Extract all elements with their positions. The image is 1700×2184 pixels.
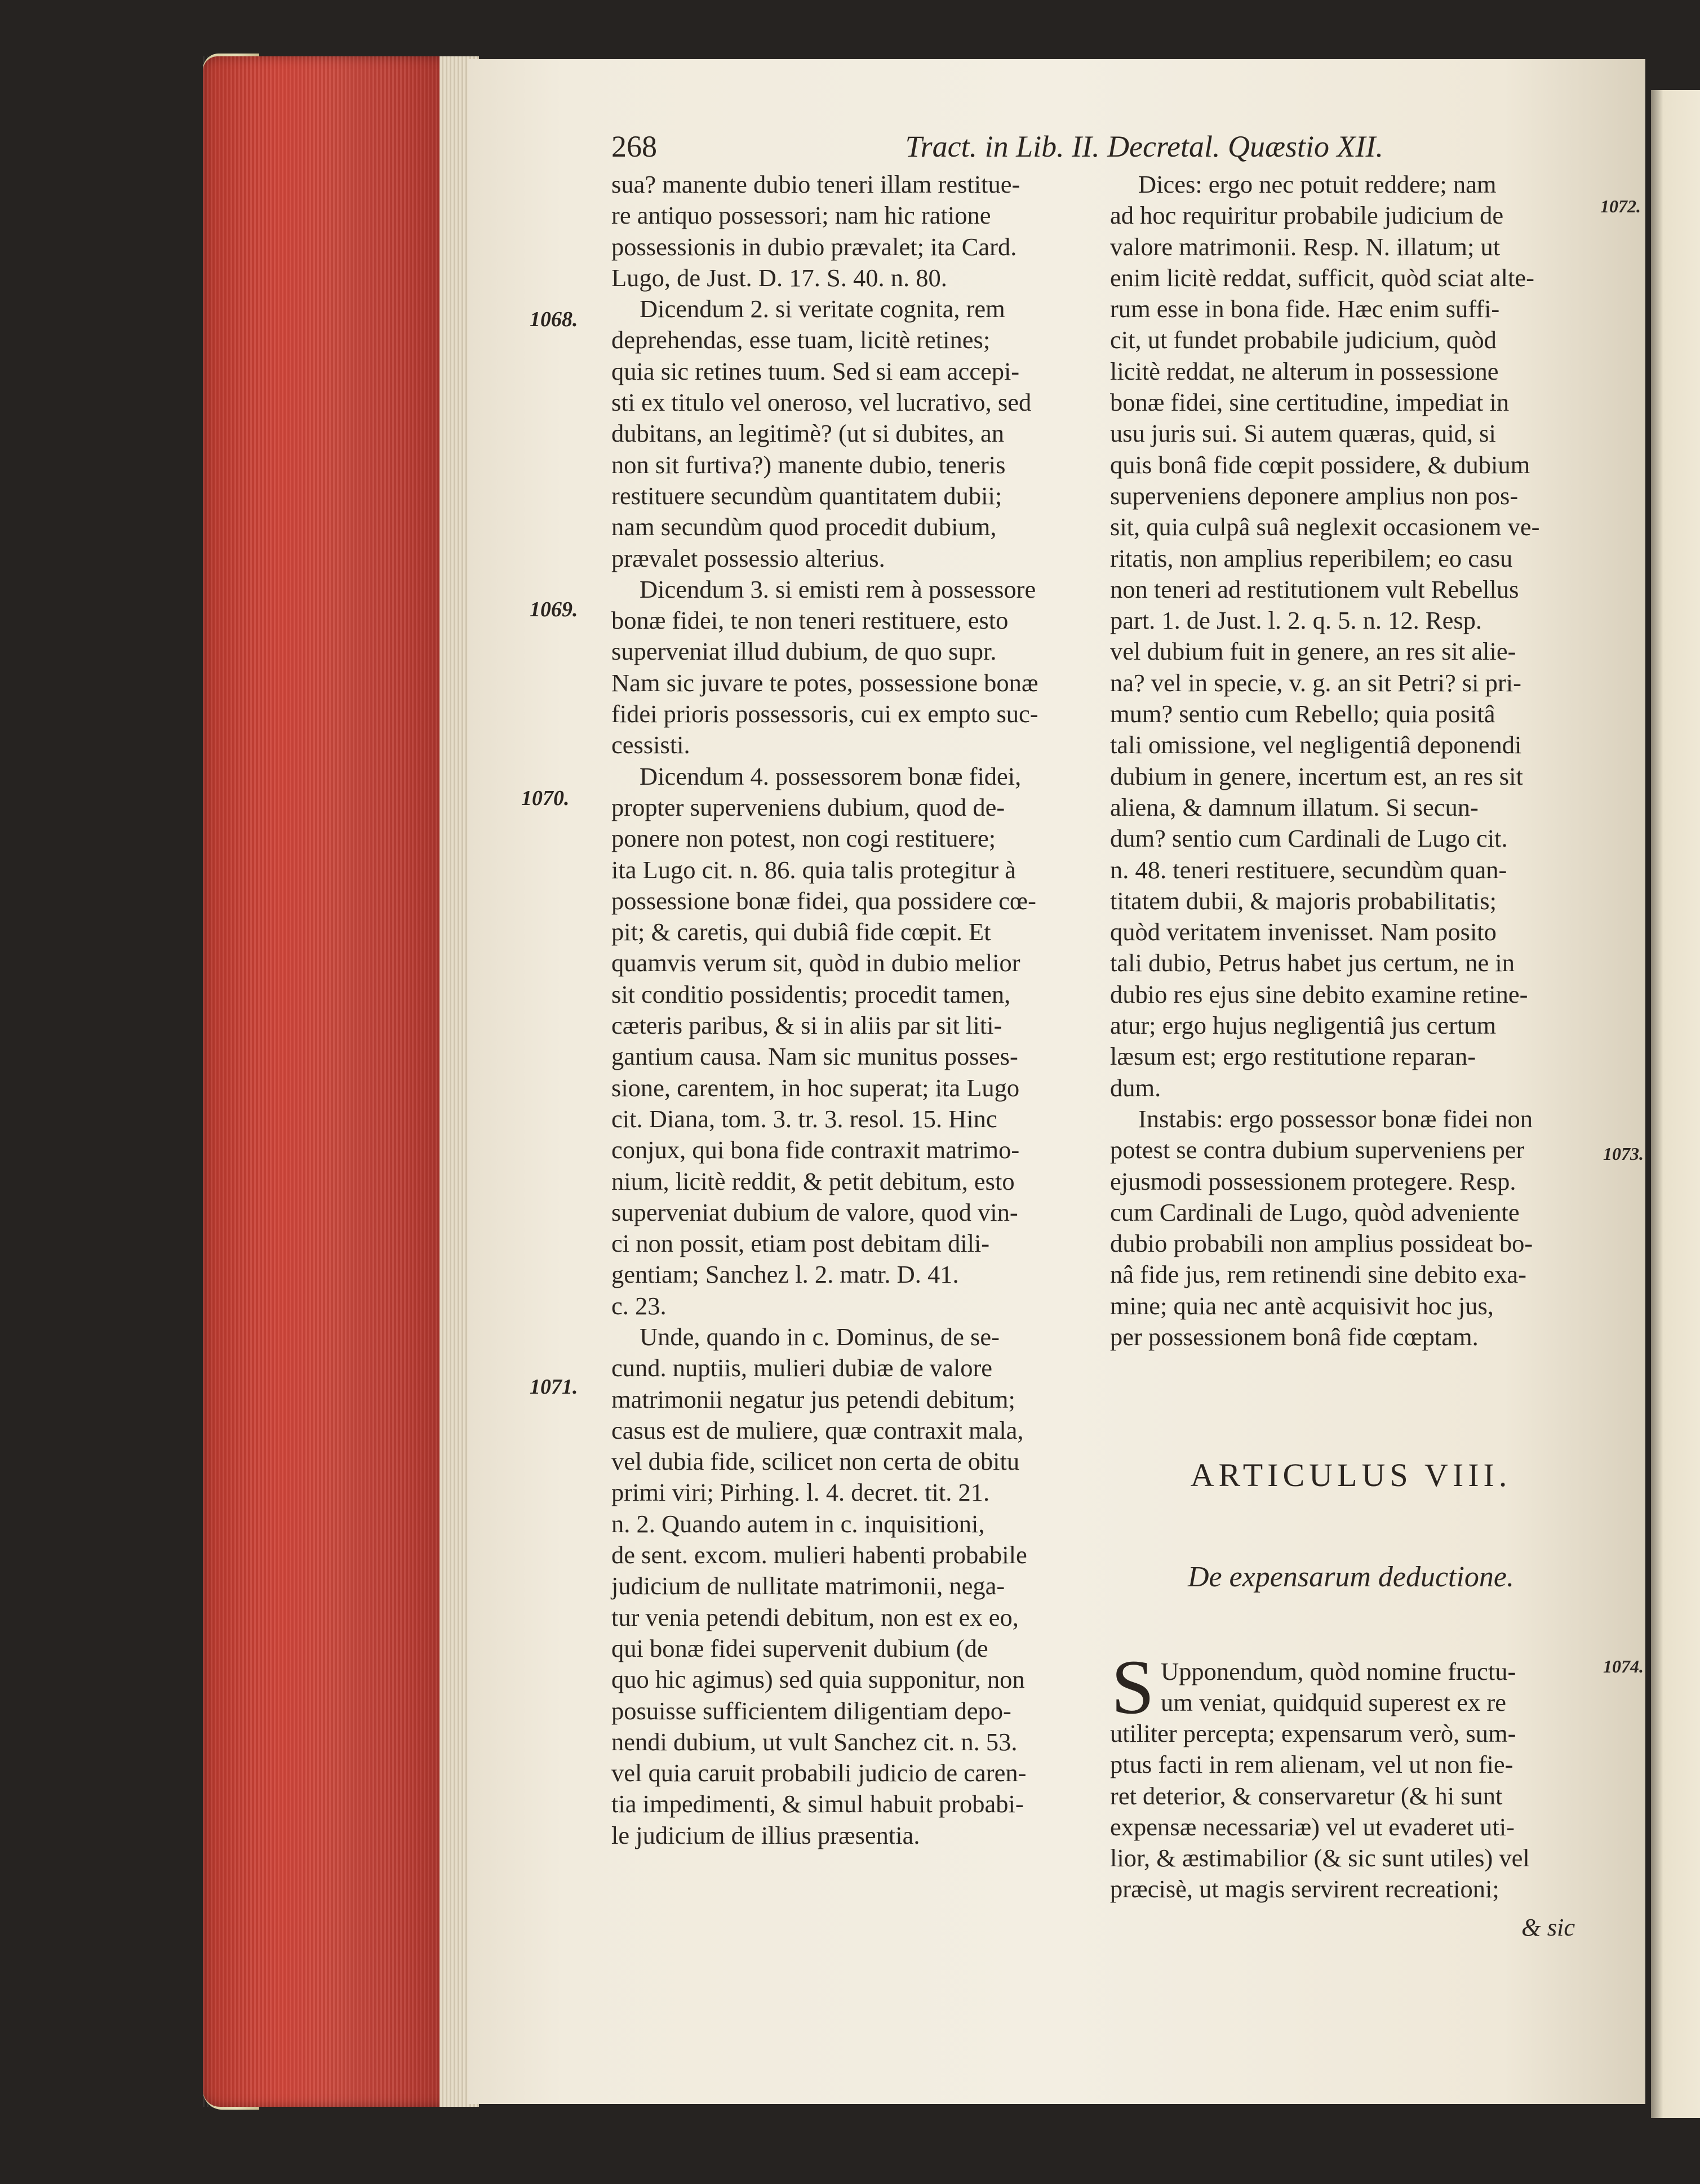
text-line: dubium in genere, incertum est, an res sit bbox=[1110, 762, 1523, 790]
text-line: Dicendum 2. si veritate cognita, rem bbox=[640, 295, 1005, 323]
text-line: conjux, qui bona fide contraxit matrimo- bbox=[611, 1136, 1020, 1164]
text-line: quis bonâ fide cœpit possidere, & dubium bbox=[1110, 450, 1530, 479]
catchword: & sic bbox=[1521, 1913, 1575, 1941]
text-line: pit; & caretis, qui dubiâ fide cœpit. Et bbox=[611, 918, 991, 946]
text-line: superveniat dubium de valore, quod vin- bbox=[611, 1198, 1018, 1226]
text-line: expensæ necessariæ) vel ut evaderet uti- bbox=[1110, 1812, 1515, 1841]
text-line: sit, quia culpâ suâ neglexit occasionem ve- bbox=[1110, 513, 1540, 541]
text-line: Dicendum 3. si emisti rem à possessore bbox=[640, 575, 1036, 603]
margin-number: 1073. bbox=[1603, 1144, 1644, 1164]
text-line: cit, ut fundet probabile judicium, quòd bbox=[1110, 326, 1497, 354]
text-line: cessisti. bbox=[611, 731, 690, 759]
text-line: possessionis in dubio prævalet; ita Card. bbox=[611, 232, 1017, 261]
text-line: sit conditio possidentis; procedit tamen, bbox=[611, 980, 1011, 1008]
text-line: tali dubio, Petrus habet jus certum, ne in bbox=[1110, 949, 1515, 977]
text-line: superveniens deponere amplius non pos- bbox=[1110, 481, 1519, 510]
text-line: rum esse in bona fide. Hæc enim suffi- bbox=[1110, 295, 1500, 323]
text-line: ad hoc requiritur probabile judicium de bbox=[1110, 201, 1504, 230]
text-line: nâ fide jus, rem retinendi sine debito exa- bbox=[1110, 1260, 1526, 1289]
text-line: na? vel in specie, v. g. an sit Petri? si pri- bbox=[1110, 668, 1521, 697]
margin-number: 1070. bbox=[521, 786, 570, 810]
text-line: qui bonæ fidei supervenit dubium (de bbox=[611, 1634, 988, 1662]
text-line: quia sic retines tuum. Sed si eam accepi- bbox=[611, 357, 1020, 385]
text-line: cum Cardinali de Lugo, quòd adveniente bbox=[1110, 1198, 1520, 1226]
text-line: sione, carentem, in hoc superat; ita Lugo bbox=[611, 1073, 1020, 1102]
text-line: ritatis, non amplius reperibilem; eo casu bbox=[1110, 544, 1513, 572]
margin-number: 1068. bbox=[530, 308, 578, 331]
page-header bbox=[611, 124, 1383, 169]
text-line: cund. nuptiis, mulieri dubiæ de valore bbox=[611, 1354, 993, 1382]
text-line: ret deterior, & conservaretur (& hi sunt bbox=[1110, 1781, 1503, 1810]
text-line: Unde, quando in c. Dominus, de se- bbox=[640, 1322, 1000, 1351]
text-line: licitè reddat, ne alterum in possessione bbox=[1110, 357, 1499, 385]
text-line: dubio probabili non amplius possideat bo- bbox=[1110, 1229, 1533, 1258]
text-line: ponere non potest, non cogi restituere; bbox=[611, 824, 996, 853]
text-line: n. 48. teneri restituere, secundùm quan- bbox=[1110, 855, 1507, 884]
text-line: nium, licitè reddit, & petit debitum, esto bbox=[611, 1167, 1015, 1195]
text-line: possessione bonæ fidei, qua possidere cœ- bbox=[611, 886, 1036, 915]
text-line: valore matrimonii. Resp. N. illatum; ut bbox=[1110, 232, 1501, 261]
facing-page-edge bbox=[1651, 90, 1700, 2118]
text-line: dum? sentio cum Cardinali de Lugo cit. bbox=[1110, 824, 1508, 853]
text-line: bonæ fidei, te non teneri restituere, esto bbox=[611, 606, 1009, 635]
text-line: n. 2. Quando autem in c. inquisitioni, bbox=[611, 1509, 985, 1538]
left-column bbox=[611, 169, 1102, 1851]
text-line: prævalet possessio alterius. bbox=[611, 544, 885, 572]
text-line: per possessionem bonâ fide cœptam. bbox=[1110, 1322, 1479, 1351]
text-line: Dicendum 4. possessorem bonæ fidei, bbox=[640, 762, 1022, 790]
text-line: dubio res ejus sine debito examine retine- bbox=[1110, 980, 1528, 1008]
text-line: non teneri ad restitutionem vult Rebellus bbox=[1110, 575, 1519, 603]
text-line: gentiam; Sanchez l. 2. matr. D. 41. bbox=[611, 1260, 959, 1289]
text-line: læsum est; ergo restitutione reparan- bbox=[1110, 1042, 1476, 1071]
article-body bbox=[1110, 1718, 1592, 1905]
text-line: casus est de muliere, quæ contraxit mala, bbox=[611, 1416, 1024, 1444]
text-line: cit. Diana, tom. 3. tr. 3. resol. 15. Hinc bbox=[611, 1104, 997, 1133]
text-line: vel dubia fide, scilicet non certa de obitu bbox=[611, 1447, 1020, 1476]
text-line: quamvis verum sit, quòd in dubio melior bbox=[611, 949, 1020, 977]
text-line: sti ex titulo vel oneroso, vel lucrativo, sed bbox=[611, 388, 1032, 417]
running-title: Tract. in Lib. II. Decretal. Quæstio XII. bbox=[905, 130, 1383, 163]
drop-cap: S bbox=[1111, 1644, 1155, 1730]
text-line: nendi dubium, ut vult Sanchez cit. n. 53. bbox=[611, 1727, 1018, 1756]
margin-number: 1071. bbox=[530, 1375, 578, 1399]
text-line: nam secundùm quod procedit dubium, bbox=[611, 513, 997, 541]
article-title: ARTICULUS VIII. bbox=[1190, 1457, 1512, 1493]
text-line: Instabis: ergo possessor bonæ fidei non bbox=[1138, 1104, 1533, 1133]
article-subtitle: De expensarum deductione. bbox=[1187, 1561, 1515, 1593]
text-line: utiliter percepta; expensarum verò, sum- bbox=[1110, 1719, 1516, 1747]
text-line: fidei prioris possessoris, cui ex empto suc- bbox=[611, 700, 1038, 728]
text-line: tia impedimenti, & simul habuit probabi- bbox=[611, 1790, 1024, 1818]
text-line: gantium causa. Nam sic munitus posses- bbox=[611, 1042, 1018, 1071]
text-line: le judicium de illius præsentia. bbox=[611, 1821, 920, 1849]
text-line: matrimonii negatur jus petendi debitum; bbox=[611, 1385, 1015, 1413]
text-line: atur; ergo hujus negligentiâ jus certum bbox=[1110, 1011, 1497, 1040]
text-line: lior, & æstimabilior (& sic sunt utiles) vel bbox=[1110, 1844, 1530, 1872]
text-line: primi viri; Pirhing. l. 4. decret. tit. 21. bbox=[611, 1478, 990, 1507]
text-line: judicium de nullitate matrimonii, nega- bbox=[611, 1572, 1005, 1600]
text-line: ci non possit, etiam post debitam dili- bbox=[611, 1229, 990, 1258]
text-line: aliena, & damnum illatum. Si secun- bbox=[1110, 793, 1479, 821]
text-line: um veniat, quidquid superest ex re bbox=[1161, 1688, 1506, 1717]
text-line: sua? manente dubio teneri illam restitue- bbox=[611, 170, 1020, 198]
text-line: vel quia caruit probabili judicio de caren- bbox=[611, 1759, 1027, 1787]
margin-number: 1069. bbox=[530, 598, 578, 621]
text-line: non sit furtiva?) manente dubio, teneris bbox=[611, 450, 1006, 479]
text-line: præcisè, ut magis servirent recreationi; bbox=[1110, 1875, 1499, 1903]
text-line: Nam sic juvare te potes, possessione bonæ bbox=[611, 668, 1038, 697]
text-line: restituere secundùm quantitatem dubii; bbox=[611, 481, 1002, 510]
dropcap-text bbox=[1161, 1656, 1592, 1719]
text-line: propter superveniens dubium, quod de- bbox=[611, 793, 1005, 821]
text-line: deprehendas, esse tuam, licitè retines; bbox=[611, 326, 991, 354]
text-line: vel dubium fuit in genere, an res sit alie- bbox=[1110, 637, 1516, 666]
text-line: quòd veritatem invenisset. Nam posito bbox=[1110, 918, 1497, 946]
text-line: potest se contra dubium superveniens per bbox=[1110, 1136, 1525, 1164]
text-line: superveniat illud dubium, de quo supr. bbox=[611, 637, 997, 666]
text-line: dum. bbox=[1110, 1073, 1161, 1102]
text-line: Dices: ergo nec potuit reddere; nam bbox=[1138, 170, 1497, 198]
text-line: ejusmodi possessionem protegere. Resp. bbox=[1110, 1167, 1516, 1195]
margin-number: 1074. bbox=[1603, 1656, 1644, 1676]
text-line: cæteris paribus, & si in aliis par sit liti- bbox=[611, 1011, 1002, 1040]
margin-number: 1072. bbox=[1600, 196, 1641, 216]
text-line: ptus facti in rem alienam, vel ut non fie- bbox=[1110, 1750, 1513, 1779]
page-number: 268 bbox=[611, 130, 657, 163]
text-line: re antiquo possessori; nam hic ratione bbox=[611, 201, 991, 230]
text-line: mum? sentio cum Rebello; quia positâ bbox=[1110, 700, 1495, 728]
right-column bbox=[1110, 169, 1592, 1353]
text-line: enim licitè reddat, sufficit, quòd sciat alte- bbox=[1110, 263, 1534, 292]
text-line: de sent. excom. mulieri habenti probabile bbox=[611, 1541, 1027, 1569]
text-line: mine; quia nec antè acquisivit hoc jus, bbox=[1110, 1291, 1494, 1320]
text-line: Lugo, de Just. D. 17. S. 40. n. 80. bbox=[611, 263, 947, 292]
text-line: posuisse sufficientem diligentiam depo- bbox=[611, 1696, 1011, 1725]
text-line: ita Lugo cit. n. 86. quia talis protegitur à bbox=[611, 855, 1017, 884]
text-line: c. 23. bbox=[611, 1291, 667, 1320]
text-line: titatem dubii, & majoris probabilitatis; bbox=[1110, 886, 1497, 915]
red-page-edges bbox=[203, 56, 468, 2107]
text-line: tur venia petendi debitum, non est ex eo, bbox=[611, 1603, 1019, 1631]
text-line: dubitans, an legitimè? (ut si dubites, an bbox=[611, 419, 1005, 448]
text-line: part. 1. de Just. l. 2. q. 5. n. 12. Resp. bbox=[1110, 606, 1482, 635]
text-line: bonæ fidei, sine certitudine, impediat in bbox=[1110, 388, 1510, 417]
text-line: quo hic agimus) sed quia supponitur, non bbox=[611, 1665, 1025, 1694]
text-line: tali omissione, vel negligentiâ deponendi bbox=[1110, 731, 1522, 759]
text-line: usu juris sui. Si autem quæras, quid, si bbox=[1110, 419, 1496, 448]
text-line: Upponendum, quòd nomine fructu- bbox=[1161, 1657, 1516, 1685]
